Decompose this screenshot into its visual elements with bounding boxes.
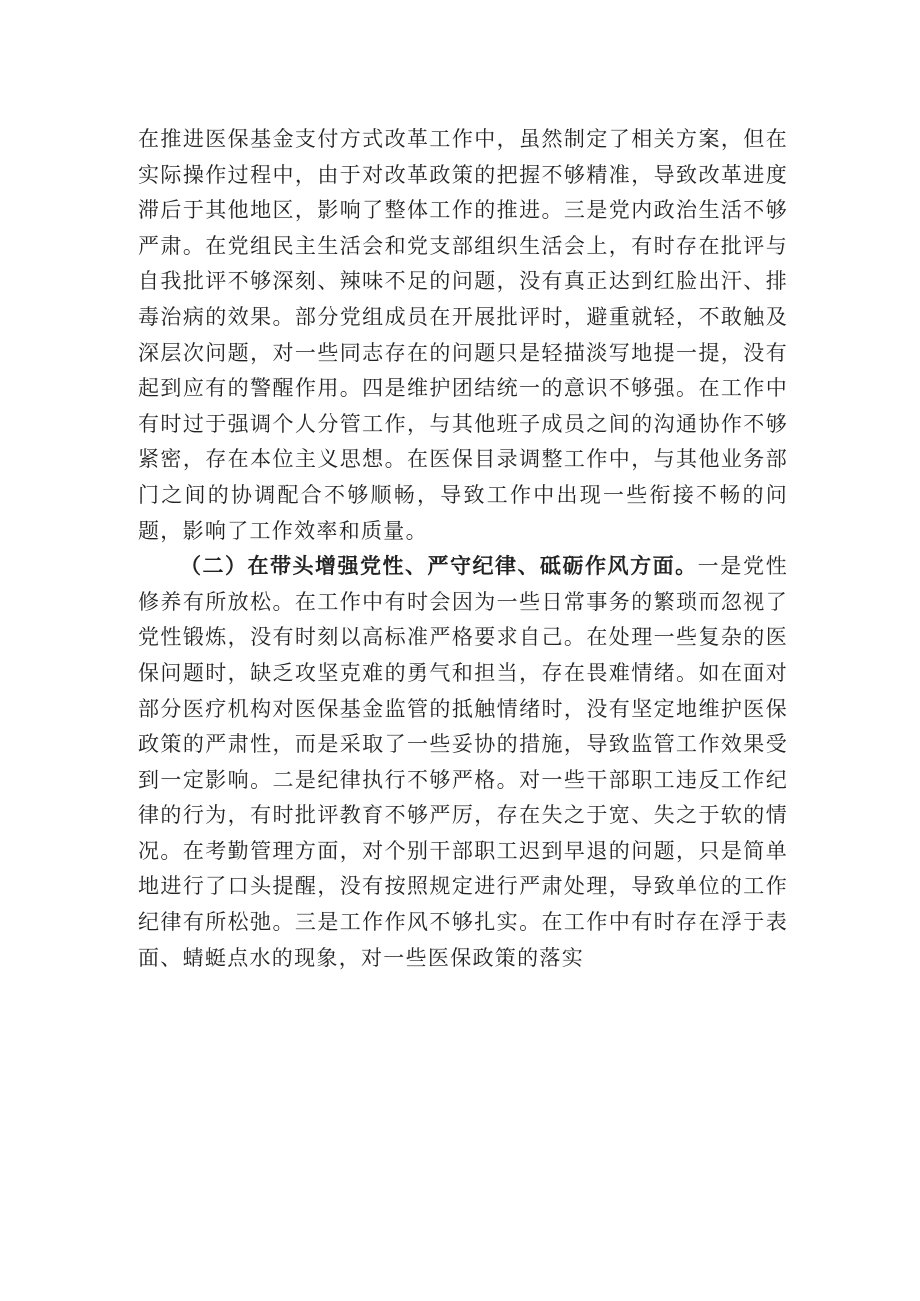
paragraph-section-2 — [138, 549, 788, 976]
document-body — [138, 122, 788, 976]
section-body-text: 一是党性修养有所放松。在工作中有时会因为一些日常事务的繁琐而忽视了党性锻炼，没有时刻以高标准严格要求自己。在处理一些复杂的医保问题时，缺乏攻坚克难的勇气和担当，存在畏难情绪。如在面对部分医疗机构对医保基金监管的抵触情绪时，没有坚定地维护医保政策的严肃性，而是采取了一些妥协的措施，导致监管工作效果受到一定影响。二是纪律执行不够严格。对一些干部职工违反工作纪律的行为，有时批评教育不够严厉，存在失之于宽、失之于软的情况。在考勤管理方面，对个别干部职工迟到早退的问题，只是简单地进行了口头提醒，没有按照规定进行严肃处理，导致单位的工作纪律有所松弛。三是工作作风不够扎实。在工作中有时存在浮于表面、蜻蜓点水的现象，对一些医保政策的落实 — [138, 554, 788, 970]
section-heading: （二）在带头增强党性、严守纪律、砥砺作风方面。 — [180, 554, 698, 579]
paragraph-body-1: 在推进医保基金支付方式改革工作中，虽然制定了相关方案，但在实际操作过程中，由于对改革政策的把握不够精准，导致改革进度滞后于其他地区，影响了整体工作的推进。三是党内政治生活不够严肃。在党组民主生活会和党支部组织生活会上，有时存在批评与自我批评不够深刻、辣味不足的问题，没有真正达到红脸出汗、排毒治病的效果。部分党组成员在开展批评时，避重就轻，不敢触及深层次问题，对一些同志存在的问题只是轻描淡写地提一提，没有起到应有的警醒作用。四是维护团结统一的意识不够强。在工作中有时过于强调个人分管工作，与其他班子成员之间的沟通协作不够紧密，存在本位主义思想。在医保目录调整工作中，与其他业务部门之间的协调配合不够顺畅，导致工作中出现一些衔接不畅的问题，影响了工作效率和质量。 — [138, 127, 788, 543]
